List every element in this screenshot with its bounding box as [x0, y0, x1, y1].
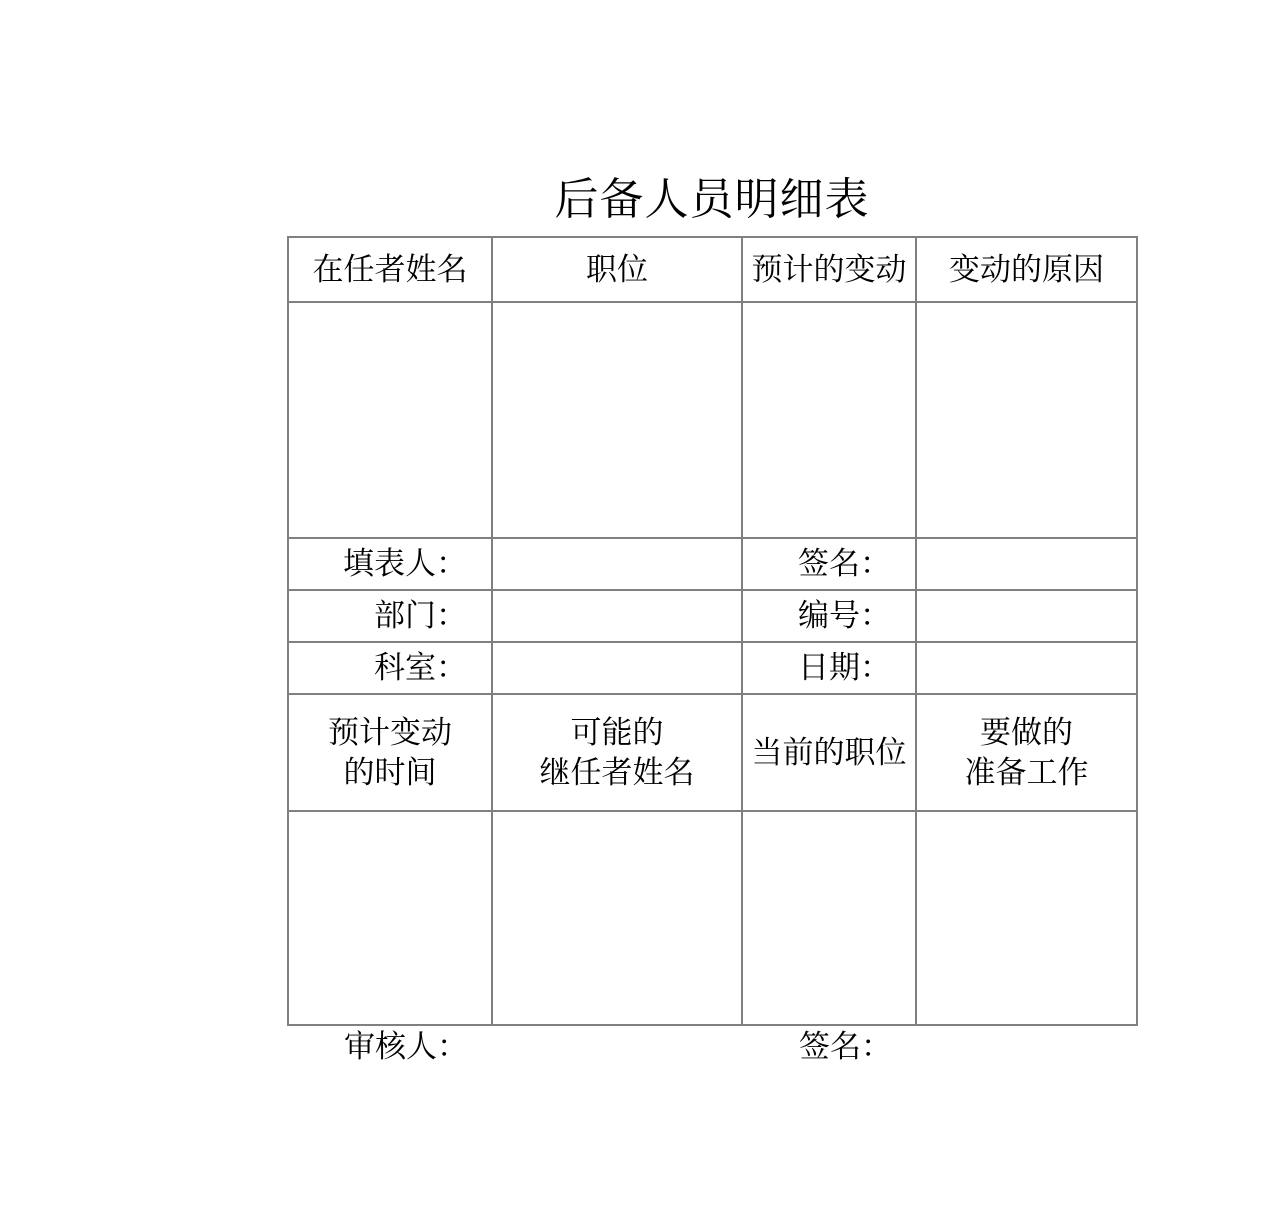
header-expected-change: 预计的变动: [742, 237, 916, 302]
successor-entry-row: [288, 811, 1137, 1025]
header-position: 职位: [492, 237, 742, 302]
incumbent-entry-row: [288, 302, 1137, 538]
change-time-cell[interactable]: [288, 811, 492, 1025]
incumbent-name-cell[interactable]: [288, 302, 492, 538]
successor-header-row: [288, 694, 1137, 811]
info-row-section: [288, 642, 1137, 694]
reviewer-label: 审核人：: [344, 1029, 468, 1065]
form-title: 后备人员明细表: [554, 174, 870, 225]
number-label: 编号：: [742, 590, 916, 642]
current-position-cell[interactable]: [742, 811, 916, 1025]
date-value-cell[interactable]: [916, 642, 1137, 694]
signature-value-cell[interactable]: [916, 538, 1137, 590]
signature-label: 签名：: [742, 538, 916, 590]
header-possible-successor-line1: 可能的: [570, 714, 664, 751]
header-expected-change-time-line2: 的时间: [343, 754, 437, 791]
successor-name-cell[interactable]: [492, 811, 742, 1025]
department-label: 部门：: [288, 590, 492, 642]
successor-table: [287, 236, 1138, 1026]
header-preparation-work-line1: 要做的: [980, 714, 1073, 751]
number-value-cell[interactable]: [916, 590, 1137, 642]
expected-change-cell[interactable]: [742, 302, 916, 538]
info-row-filler: [288, 538, 1137, 590]
info-row-department: [288, 590, 1137, 642]
section-value-cell[interactable]: [492, 642, 742, 694]
header-preparation-work: [916, 694, 1137, 811]
preparation-work-cell[interactable]: [916, 811, 1137, 1025]
header-incumbent-name: 在任者姓名: [288, 237, 492, 302]
filler-value-cell[interactable]: [492, 538, 742, 590]
header-row: [288, 237, 1137, 302]
section-label: 科室：: [288, 642, 492, 694]
position-cell[interactable]: [492, 302, 742, 538]
header-possible-successor: [492, 694, 742, 811]
header-change-reason: 变动的原因: [916, 237, 1137, 302]
header-preparation-work-line2: 准备工作: [964, 754, 1089, 791]
filler-label: 填表人：: [288, 538, 492, 590]
date-label: 日期：: [742, 642, 916, 694]
header-current-position: 当前的职位: [742, 694, 916, 811]
change-reason-cell[interactable]: [916, 302, 1137, 538]
header-possible-successor-line2: 继任者姓名: [539, 754, 695, 791]
footer-signature-label: 签名：: [799, 1029, 892, 1065]
department-value-cell[interactable]: [492, 590, 742, 642]
header-expected-change-time-line1: 预计变动: [328, 714, 452, 751]
header-expected-change-time: [288, 694, 492, 811]
